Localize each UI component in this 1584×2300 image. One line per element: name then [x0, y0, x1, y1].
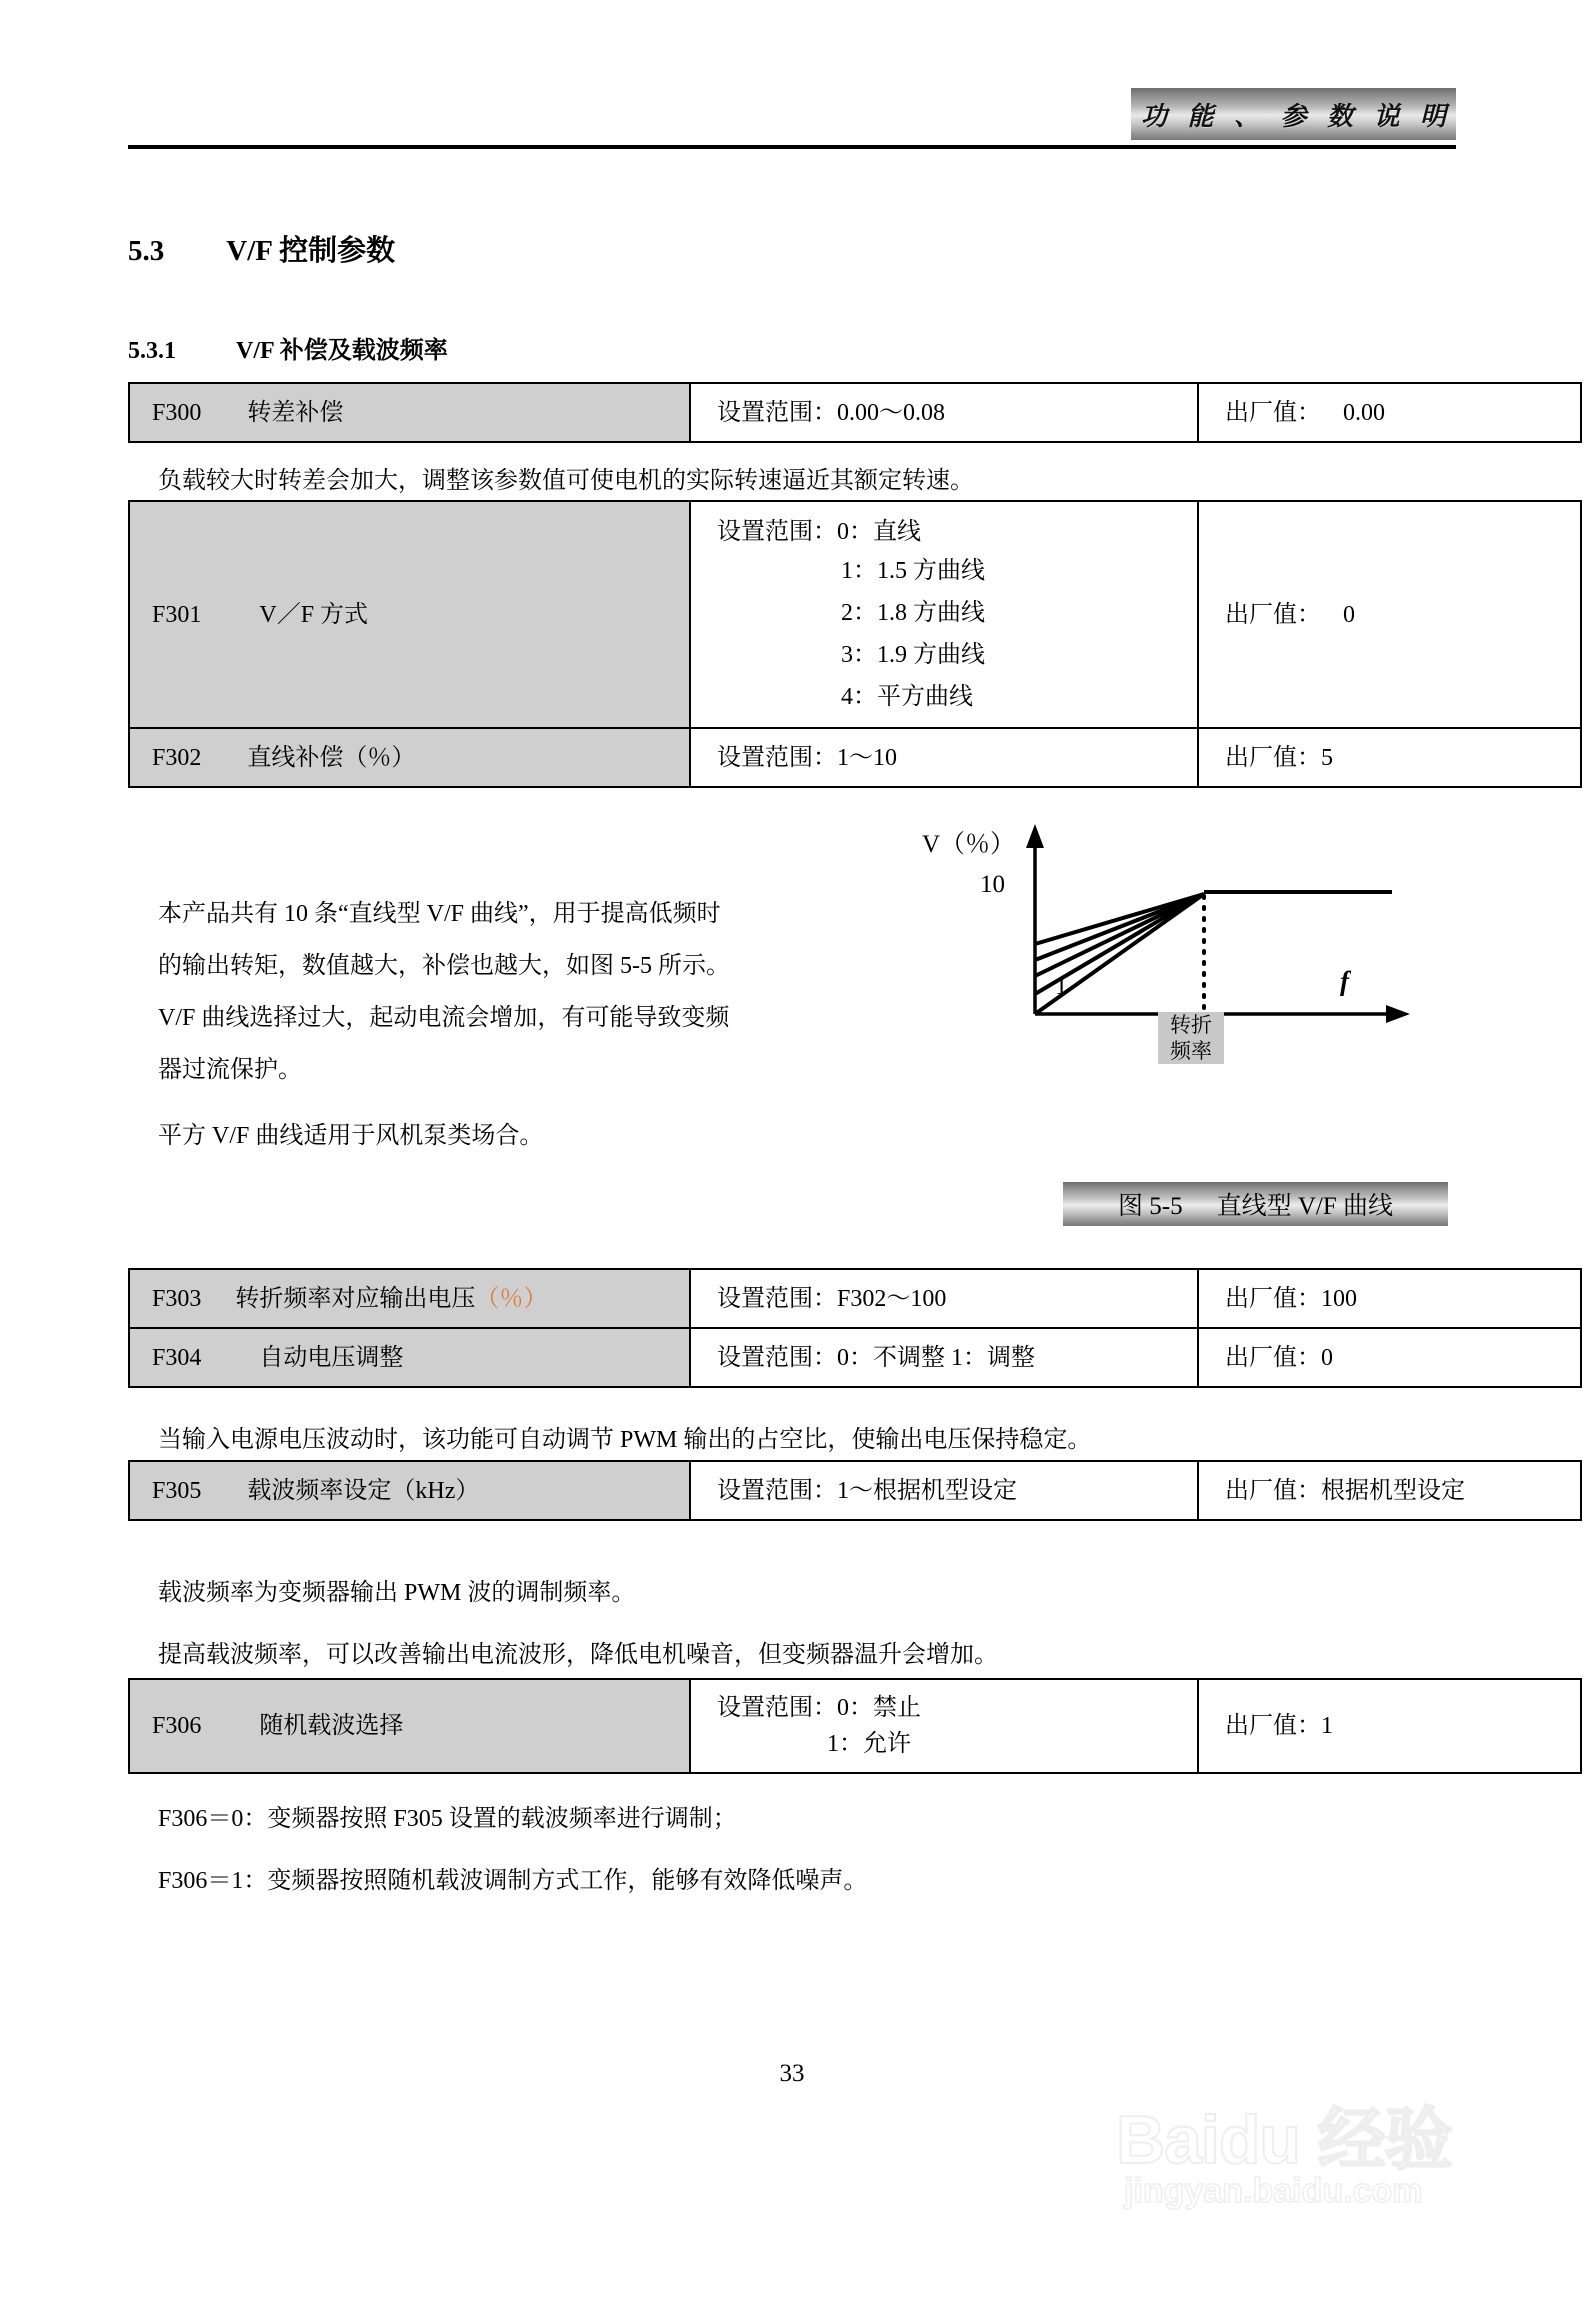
cell-factory-default: [1198, 1269, 1581, 1328]
header-banner-text: 功 能 、 参 数 说 明: [1140, 101, 1453, 131]
cell-factory-default: [1198, 728, 1581, 787]
cell-setting-range: [690, 501, 1198, 728]
knee-label-line1: 转折: [1170, 1013, 1212, 1037]
cell-setting-range: [690, 1679, 1198, 1773]
paragraph-after-f304: 当输入电源电压波动时，该功能可自动调节 PWM 输出的占空比，使输出电压保持稳定。: [158, 1427, 1092, 1453]
table-row: [129, 1269, 1581, 1328]
subsection-number: 5.3.1: [128, 338, 176, 364]
figure-curve-top-label: 10: [980, 871, 1005, 898]
figure-x-axis-label: f: [1340, 966, 1349, 996]
factory-default-value: 0: [1343, 601, 1355, 628]
setting-option: 4：平方曲线: [841, 684, 973, 710]
cell-setting-range: [690, 728, 1198, 787]
param-name-percent: （％）: [475, 1285, 548, 1312]
param-code: F300: [152, 399, 202, 426]
cell-setting-range: [690, 1269, 1198, 1328]
table-row: [129, 1461, 1581, 1520]
vf-description-paragraph: [158, 888, 730, 1162]
param-code: F302: [152, 744, 202, 771]
vf-desc-line: 器过流保护。: [158, 1057, 302, 1083]
vf-desc-line: V/F 曲线选择过大，起动电流会增加，有可能导致变频: [158, 1005, 730, 1031]
paragraph-after-f306-1: F306＝0：变频器按照 F305 设置的载波频率进行调制；: [158, 1806, 737, 1832]
cell-factory-default: [1198, 383, 1581, 442]
factory-default-text: 出厂值：0: [1225, 1344, 1333, 1371]
cell-param-name: [129, 1679, 690, 1773]
cell-param-name: [129, 1328, 690, 1387]
section-title: V/F 控制参数: [226, 235, 396, 267]
figure-caption-number: 图 5-5: [1118, 1193, 1183, 1220]
cell-param-name: [129, 501, 690, 728]
y-axis-arrowhead: [1026, 824, 1044, 848]
setting-option: 3：1.9 方曲线: [841, 642, 985, 668]
paragraph-after-f305-1: 载波频率为变频器输出 PWM 波的调制频率。: [158, 1580, 636, 1606]
watermark-url-text: jingyan.baidu.com: [1124, 2172, 1423, 2210]
param-name: 随机载波选择: [259, 1713, 404, 1739]
section-heading: [128, 228, 395, 269]
vf-desc-line: 平方 V/F 曲线适用于风机泵类场合。: [158, 1123, 544, 1149]
cell-factory-default: [1198, 1679, 1581, 1773]
cell-setting-range: [690, 1328, 1198, 1387]
paragraph-after-f305-2: 提高载波频率，可以改善输出电流波形，降低电机噪音，但变频器温升会增加。: [158, 1642, 998, 1668]
paragraph-after-f306-2: F306＝1：变频器按照随机载波调制方式工作，能够有效降低噪声。: [158, 1868, 868, 1894]
parameter-table-f300: [128, 382, 1582, 443]
cell-factory-default: [1198, 1461, 1581, 1520]
vf-curve-9: [1035, 894, 1204, 960]
setting-option: 1：1.5 方曲线: [841, 558, 985, 584]
setting-range-text: 设置范围：1～根据机型设定: [717, 1477, 1017, 1504]
table-row: [129, 501, 1581, 728]
table-row: [129, 383, 1581, 442]
table-row: [129, 1328, 1581, 1387]
factory-default-label: 出厂值：: [1225, 601, 1321, 628]
param-code: F306: [152, 1713, 202, 1739]
subsection-title: V/F 补偿及载波频率: [236, 338, 448, 364]
cell-param-name: [129, 1269, 690, 1328]
factory-default-text: 出厂值：1: [1225, 1713, 1333, 1739]
setting-range-text: 设置范围：1～10: [717, 744, 897, 771]
param-name: 转差补偿: [247, 399, 344, 426]
cell-setting-range: [690, 383, 1198, 442]
subsection-heading: [128, 330, 448, 365]
param-name: 直线补偿（％）: [247, 744, 416, 771]
param-name: 载波频率设定（kHz）: [247, 1477, 480, 1504]
baidu-watermark: [1110, 2060, 1510, 2250]
page-header: [128, 88, 1456, 158]
vf-curve-figure: [900, 818, 1420, 1118]
vf-desc-line: 的输出转矩，数值越大，补偿也越大，如图 5-5 所示。: [158, 953, 730, 979]
setting-range-text: 设置范围：F302～100: [717, 1285, 947, 1312]
parameter-table-f305: [128, 1460, 1582, 1521]
setting-range-line2: 1：允许: [827, 1731, 911, 1757]
param-name: 转折频率对应输出电压: [235, 1285, 476, 1312]
factory-default-label: 出厂值：: [1225, 399, 1321, 426]
x-axis-arrowhead: [1386, 1005, 1410, 1023]
setting-range-line1: 设置范围：0：禁止: [717, 1695, 921, 1721]
header-banner: [1131, 88, 1456, 140]
table-row: [129, 728, 1581, 787]
cell-factory-default: [1198, 1328, 1581, 1387]
cell-param-name: [129, 728, 690, 787]
vf-desc-line: 本产品共有 10 条“直线型 V/F 曲线”，用于提高低频时: [158, 901, 721, 927]
param-name: V／F 方式: [259, 601, 369, 628]
figure-knee-frequency-label: [1158, 1012, 1224, 1064]
figure-caption-title: 直线型 V/F 曲线: [1216, 1193, 1393, 1220]
cell-factory-default: [1198, 501, 1581, 728]
factory-default-text: 出厂值：5: [1225, 744, 1333, 771]
cell-setting-range: [690, 1461, 1198, 1520]
figure-y-axis-label: V（％）: [922, 831, 1016, 858]
figure-caption: [1063, 1182, 1448, 1226]
param-code: F304: [152, 1344, 202, 1371]
factory-default-text: 出厂值：100: [1225, 1285, 1357, 1312]
setting-range-text: 设置范围：0：直线: [717, 519, 921, 545]
factory-default-text: 出厂值：根据机型设定: [1225, 1477, 1465, 1504]
table-row: [129, 1679, 1581, 1773]
parameter-table-f306: [128, 1678, 1582, 1774]
parameter-table-f301-f302: [128, 500, 1582, 788]
paragraph-after-f300: 负载较大时转差会加大，调整该参数值可使电机的实际转速逼近其额定转速。: [158, 468, 974, 494]
param-code: F301: [152, 601, 202, 628]
watermark-brand-text: Baidu 经验: [1116, 2102, 1452, 2178]
setting-range-text: 设置范围：0：不调整 1：调整: [717, 1344, 1035, 1371]
factory-default-value: 0.00: [1343, 399, 1385, 426]
parameter-table-f303-f304: [128, 1268, 1582, 1388]
header-rule: [128, 145, 1456, 149]
figure-curve-bottom-label: 1: [1055, 973, 1068, 1000]
setting-option: 2：1.8 方曲线: [841, 600, 985, 626]
cell-param-name: [129, 1461, 690, 1520]
param-name: 自动电压调整: [259, 1344, 404, 1371]
section-number: 5.3: [128, 235, 165, 267]
setting-range-text: 设置范围：0.00～0.08: [717, 399, 945, 426]
cell-param-name: [129, 383, 690, 442]
param-code: F305: [152, 1477, 202, 1504]
param-code: F303: [152, 1285, 202, 1312]
knee-label-line2: 频率: [1170, 1039, 1212, 1063]
page-number: 33: [779, 2060, 805, 2087]
